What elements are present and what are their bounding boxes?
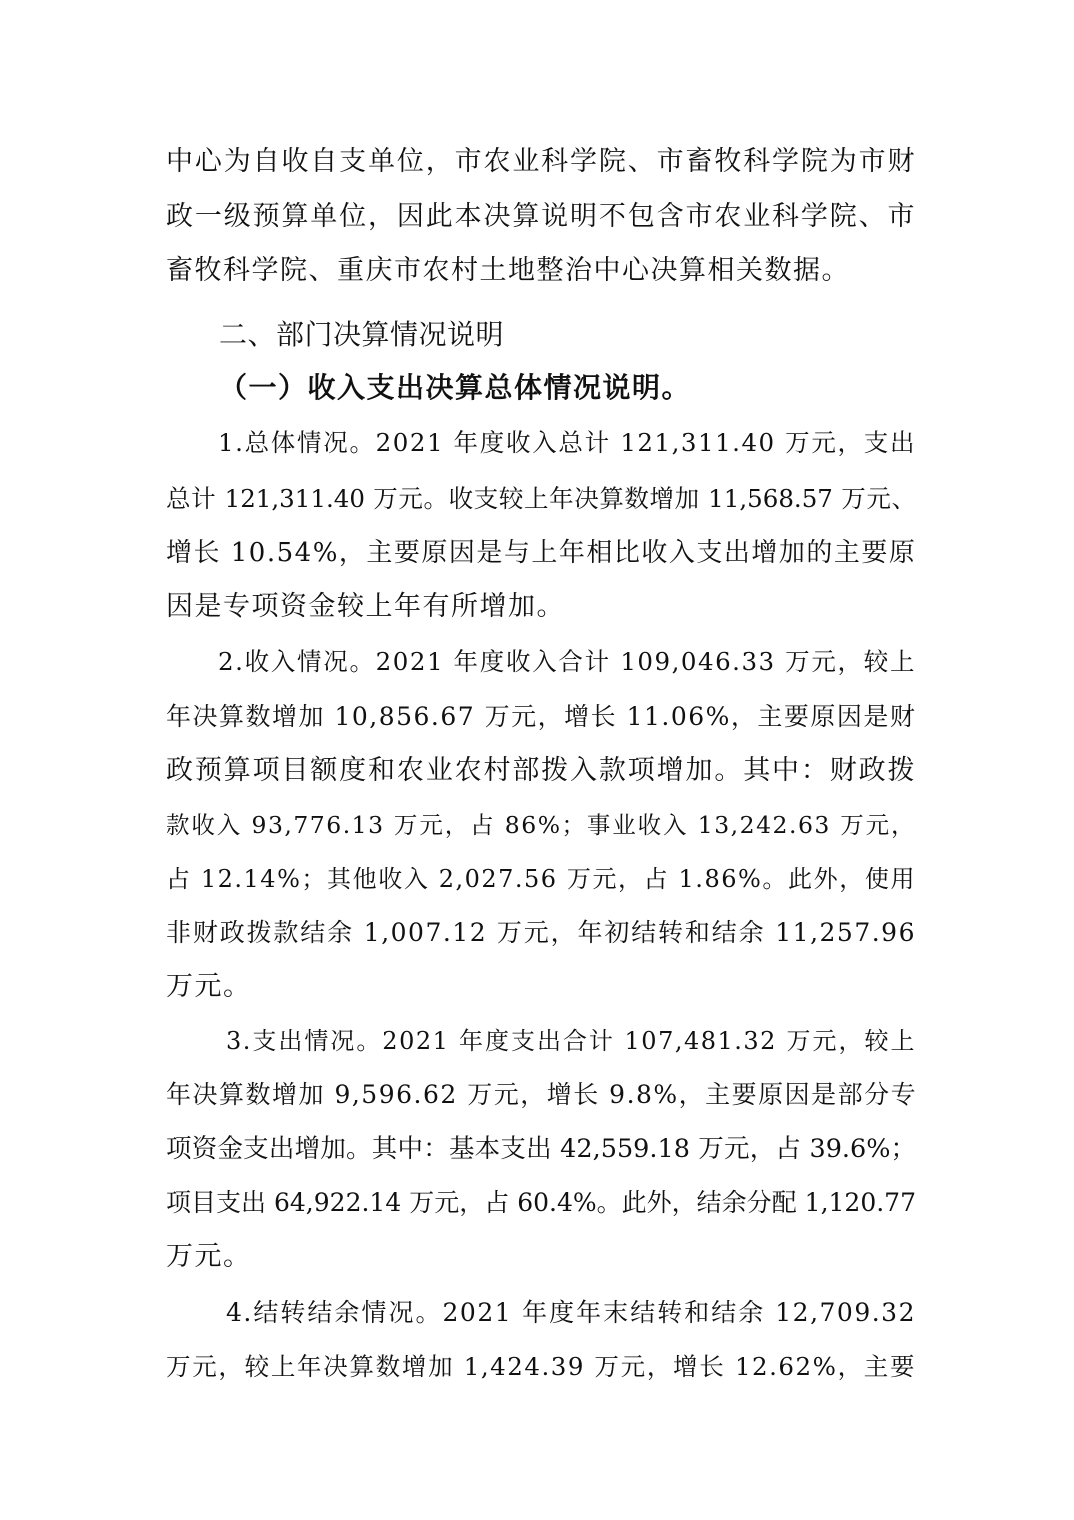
item1-line-4: 因是专项资金较上年有所增加。 — [166, 591, 565, 622]
item2-line-3: 政预算项目额度和农业农村部拨入款项增加。其中：财政拨 — [166, 755, 916, 786]
item1-line-1: 1.总体情况。2021 年度收入总计 121,311.40 万元，支出 — [218, 428, 916, 457]
item4-line-2: 万元，较上年决算数增加 1,424.39 万元，增长 12.62%，主要 — [166, 1352, 916, 1381]
item3-line-4: 项目支出 64,922.14 万元，占 60.4%。此外，结余分配 1,120.77 — [166, 1188, 916, 1217]
item3-line-1: 3.支出情况。2021 年度支出合计 107,481.32 万元，较上 — [226, 1027, 916, 1055]
section-heading: 二、部门决算情况说明 — [219, 318, 505, 351]
intro-line-2: 政一级预算单位，因此本决算说明不包含市农业科学院、市 — [166, 201, 916, 232]
item3-line-2: 年决算数增加 9,596.62 万元，增长 9.8%，主要原因是部分专 — [166, 1080, 918, 1109]
item4-line-1: 4.结转结余情况。2021 年度年末结转和结余 12,709.32 — [226, 1298, 916, 1327]
subsection-heading: （一）收入支出决算总体情况说明。 — [219, 371, 692, 404]
item2-line-2: 年决算数增加 10,856.67 万元，增长 11.06%，主要原因是财 — [166, 702, 917, 731]
item2-line-7: 万元。 — [166, 971, 252, 1002]
item1-line-2: 总计 121,311.40 万元。收支较上年决算数增加 11,568.57 万元、 — [166, 484, 916, 513]
item2-line-5: 占 12.14%；其他收入 2,027.56 万元，占 1.86%。此外，使用 — [166, 865, 916, 893]
item3-line-5: 万元。 — [166, 1241, 252, 1272]
item1-line-3: 增长 10.54%，主要原因是与上年相比收入支出增加的主要原 — [166, 538, 917, 568]
intro-line-3: 畜牧科学院、重庆市农村土地整治中心决算相关数据。 — [166, 255, 850, 286]
item2-line-4: 款收入 93,776.13 万元，占 86%；事业收入 13,242.63 万元， — [166, 811, 916, 839]
item3-line-3: 项资金支出增加。其中：基本支出 42,559.18 万元，占 39.6%； — [166, 1134, 916, 1164]
intro-line-1: 中心为自收自支单位，市农业科学院、市畜牧科学院为市财 — [166, 146, 916, 177]
item2-line-1: 2.收入情况。2021 年度收入合计 109,046.33 万元，较上 — [218, 647, 916, 676]
item2-line-6: 非财政拨款结余 1,007.12 万元，年初结转和结余 11,257.96 — [166, 918, 916, 947]
